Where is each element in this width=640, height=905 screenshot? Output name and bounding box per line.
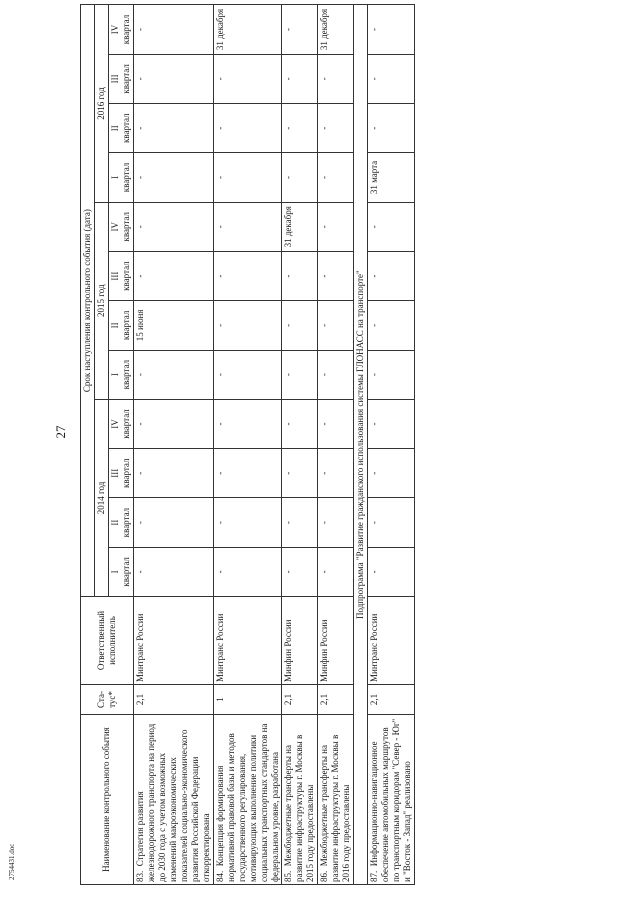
date-cell: 15 июня (133, 301, 213, 350)
quarter-header: II квартал (108, 301, 133, 350)
quarter-header: I квартал (108, 153, 133, 202)
file-name: 2754431.doc (8, 843, 16, 880)
event-name-cell (133, 715, 213, 885)
event-number: 85. (283, 870, 294, 882)
date-cell: - (318, 54, 354, 103)
date-cell: - (213, 251, 282, 300)
quarter-header: II квартал (108, 498, 133, 547)
date-cell: - (282, 104, 318, 153)
event-number: 84. (214, 870, 225, 882)
table-row (133, 5, 213, 885)
event-name: Информационно-навигационное обеспечение автомобильных маршрутов по транспортным коридорам "Север - Юг" и "Восток - Запад" реализовано (369, 718, 413, 882)
event-name-cell (318, 715, 354, 885)
quarter-header: I квартал (108, 350, 133, 399)
date-cell: - (282, 350, 318, 399)
date-cell: - (213, 301, 282, 350)
date-cell: - (318, 498, 354, 547)
date-cell: - (282, 547, 318, 596)
date-cell: - (213, 399, 282, 448)
table-row (282, 5, 318, 885)
date-cell: - (282, 251, 318, 300)
year-header: 2014 год (94, 399, 108, 596)
control-events-sheet (80, 5, 617, 885)
event-name: Межбюджетные трансферты на развитие инфраструктуры г. Москвы в 2015 году предоставлены (283, 734, 316, 882)
date-cell: - (282, 449, 318, 498)
date-cell: - (368, 202, 415, 251)
responsible-cell: Минфин России (282, 597, 318, 685)
quarter-header: III квартал (108, 54, 133, 103)
status-cell: 2,1 (282, 685, 318, 715)
event-name: Межбюджетные трансферты на развитие инфраструктуры г. Москвы в 2016 году предоставлены (319, 734, 352, 882)
date-cell: - (282, 498, 318, 547)
date-cell: - (213, 350, 282, 399)
date-cell: - (133, 399, 213, 448)
subprogram-row (354, 5, 368, 885)
quarter-header: IV квартал (108, 5, 133, 54)
event-name-cell (368, 715, 415, 885)
date-cell: - (282, 54, 318, 103)
date-cell: - (133, 547, 213, 596)
event-number: 83. (134, 870, 145, 882)
status-cell: 1 (213, 685, 282, 715)
name-column-header: Наименование контрольного события (81, 715, 134, 885)
event-name-cell (282, 715, 318, 885)
event-number: 87. (369, 870, 380, 882)
subprogram-title: Подпрограмма "Развитие гражданского использования системы ГЛОНАСС на транспорте" (354, 5, 368, 885)
date-cell: - (213, 547, 282, 596)
date-cell: - (133, 104, 213, 153)
event-name: Концепция формирования нормативной правовой базы и методов государственного регулирования, мотивирующих выполнение политики социальных транспортных стандартов на федеральном уровне, разработана (214, 723, 280, 882)
date-cell: - (368, 449, 415, 498)
date-cell: - (133, 202, 213, 251)
quarter-header: III квартал (108, 251, 133, 300)
year-header: 2016 год (94, 5, 108, 202)
status-cell: 2,1 (368, 685, 415, 715)
date-cell: 31 марта (368, 153, 415, 202)
date-cell: - (213, 449, 282, 498)
date-cell: - (318, 251, 354, 300)
date-cell: - (318, 449, 354, 498)
date-cell: - (133, 498, 213, 547)
date-cell: - (318, 301, 354, 350)
date-cell: - (213, 54, 282, 103)
date-cell: 31 декабря (213, 5, 282, 54)
quarter-header: III квартал (108, 449, 133, 498)
date-cell: - (133, 350, 213, 399)
date-cell: - (133, 251, 213, 300)
table-row (368, 5, 415, 885)
date-cell: 31 декабря (318, 5, 354, 54)
date-cell: - (368, 301, 415, 350)
table-row (318, 5, 354, 885)
date-cell: - (133, 54, 213, 103)
responsible-column-header: Ответственный исполнитель (81, 597, 134, 685)
responsible-cell: Минтранс России (368, 597, 415, 685)
date-cell: - (282, 301, 318, 350)
quarter-header: IV квартал (108, 399, 133, 448)
date-cell: - (318, 104, 354, 153)
table-row (213, 5, 282, 885)
page-number: 27 (53, 425, 68, 439)
date-cell: - (213, 104, 282, 153)
responsible-cell: Минтранс России (213, 597, 282, 685)
responsible-cell: Минфин России (318, 597, 354, 685)
date-cell: - (133, 153, 213, 202)
date-cell: - (213, 153, 282, 202)
date-cell: - (318, 202, 354, 251)
schedule-header: Срок наступления контрольного события (дата) (81, 5, 95, 597)
date-cell: - (282, 5, 318, 54)
status-cell: 2,1 (318, 685, 354, 715)
event-name: Стратегия развития железнодорожного транспорта на период до 2030 года с учетом возможных изменений макроэкономических показателей социально-экономического развития Российской Федерации откорректирована (134, 723, 211, 882)
date-cell: - (318, 153, 354, 202)
quarter-header: II квартал (108, 104, 133, 153)
date-cell: - (133, 449, 213, 498)
date-cell: - (368, 350, 415, 399)
date-cell: - (282, 399, 318, 448)
date-cell: - (213, 498, 282, 547)
date-cell: - (368, 104, 415, 153)
date-cell: - (368, 547, 415, 596)
quarter-header: IV квартал (108, 202, 133, 251)
date-cell: - (282, 153, 318, 202)
event-name-cell (213, 715, 282, 885)
date-cell: - (368, 498, 415, 547)
quarter-header: I квартал (108, 547, 133, 596)
responsible-cell: Минтранс России (133, 597, 213, 685)
date-cell: - (133, 5, 213, 54)
status-column-header: Ста- тус* (81, 685, 134, 715)
event-number: 86. (319, 870, 330, 882)
control-events-table (80, 4, 415, 885)
date-cell: - (368, 5, 415, 54)
status-cell: 2,1 (133, 685, 213, 715)
date-cell: - (318, 399, 354, 448)
date-cell: - (318, 350, 354, 399)
year-header: 2015 год (94, 202, 108, 399)
date-cell: 31 декабря (282, 202, 318, 251)
date-cell: - (368, 54, 415, 103)
date-cell: - (368, 251, 415, 300)
date-cell: - (213, 202, 282, 251)
date-cell: - (318, 547, 354, 596)
date-cell: - (368, 399, 415, 448)
